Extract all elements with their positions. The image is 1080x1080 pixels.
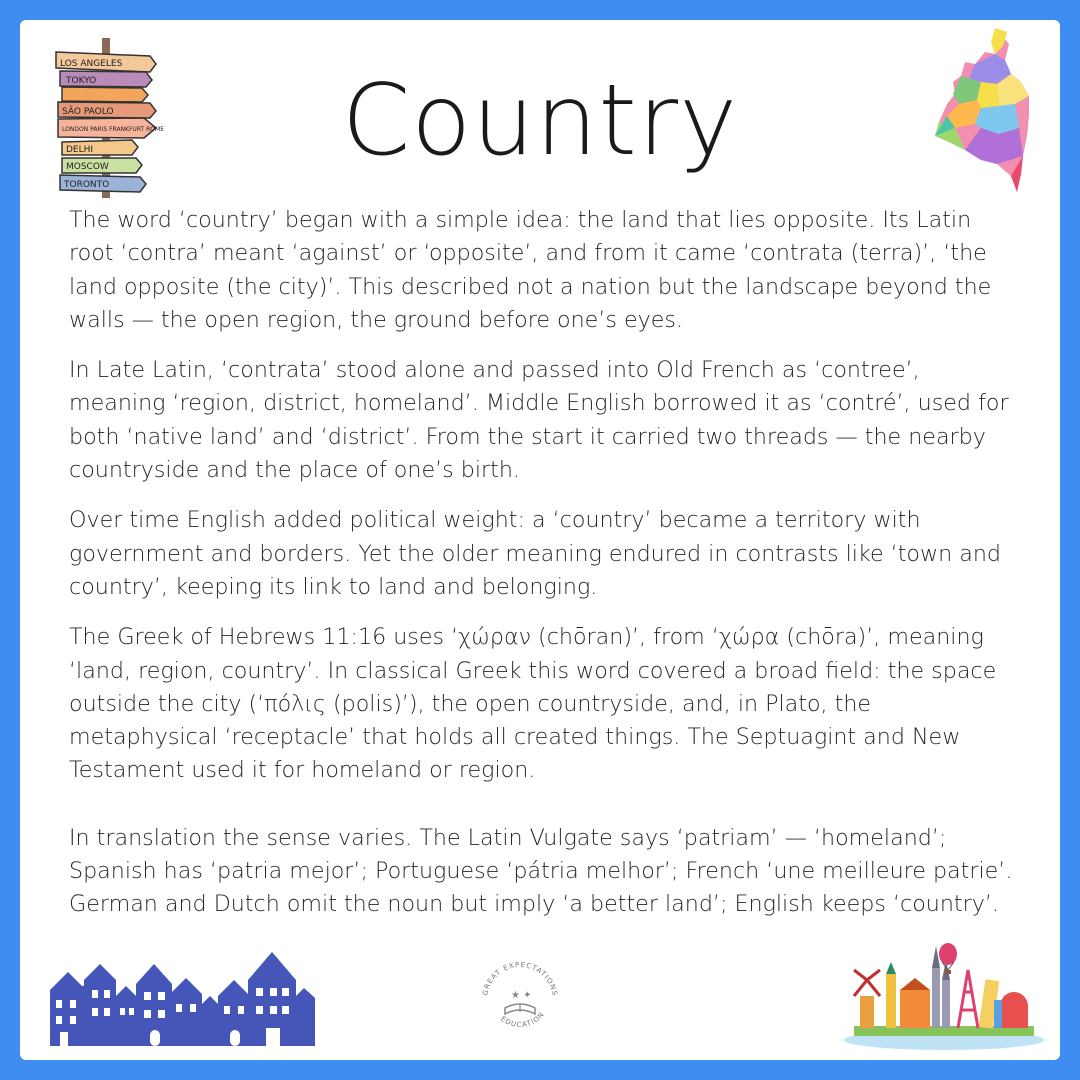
svg-text:★ ✦: ★ ✦: [511, 990, 532, 1001]
houses-silhouette-icon: [50, 950, 315, 1046]
world-landmarks-icon: [834, 940, 1054, 1055]
sign-text: LONDON PARIS FRANKFURT ROME: [62, 126, 164, 133]
paragraph: In Late Latin, ‘contrata’ stood alone and passed into Old French as ‘contree’, meaning ‘region, district, homeland’. Middle English borrowed it as ‘contré’, used for both ‘native land’ and ‘district’. From the start it carried two threads — the nearby countryside and the place of one’s birth.: [69, 357, 1009, 484]
content-card: [20, 20, 1060, 1060]
logo-top-text: GREAT EXPECTATIONS: [481, 960, 559, 997]
sign-text: LOS ANGELES: [60, 59, 123, 69]
great-expectations-logo: [475, 950, 565, 1040]
page-title: Country: [341, 64, 739, 178]
sign-text: TOKYO: [66, 76, 97, 86]
paragraph: In translation the sense varies. The Latin Vulgate says ‘patriam’ — ‘homeland’; Spanish has ‘patria mejor’; Portuguese ‘pátria melhor’; French ‘une meilleure patrie’. German and Dutch omit the noun but imply ‘a better land’; English keeps ‘country’.: [69, 824, 1013, 918]
sign-text: MOSCOW: [66, 162, 109, 172]
sign-text: DELHI: [66, 145, 94, 155]
paragraph: Over time English added political weight: a ‘country’ became a territory with government and borders. Yet the older meaning endured in contrasts like ‘town and country’, keeping its link to land and belonging.: [69, 507, 1001, 600]
logo-bottom-text: EDUCATION: [499, 1010, 547, 1029]
colombia-map-icon: [925, 24, 1035, 199]
sign-text: SÃO PAOLO: [62, 107, 114, 117]
article-body: [69, 204, 1014, 939]
sign-text: TORONTO: [64, 180, 110, 190]
paragraph: The word ‘country’ began with a simple idea: the land that lies opposite. Its Latin root ‘contra’ meant ‘against’ or ‘opposite’, and from it came ‘contrata (terra)’, ‘the land opposite (the city)’. This described not a nation but the landscape beyond the walls — the open region, the ground before one’s eyes.: [69, 207, 992, 333]
paragraph: The Greek of Hebrews 11:16 uses ‘χώραν (chōran)’, from ‘χώρα (chōra)’, meaning ‘land, region, country’. In classical Greek this word covered a broad field: the space outside the city (‘πόλις (polis)’), the open countryside, and, in Plato, the metaphysical ‘receptacle’ that holds all created things. The Septuagint and New Testament used it for homeland or region.: [69, 624, 997, 784]
